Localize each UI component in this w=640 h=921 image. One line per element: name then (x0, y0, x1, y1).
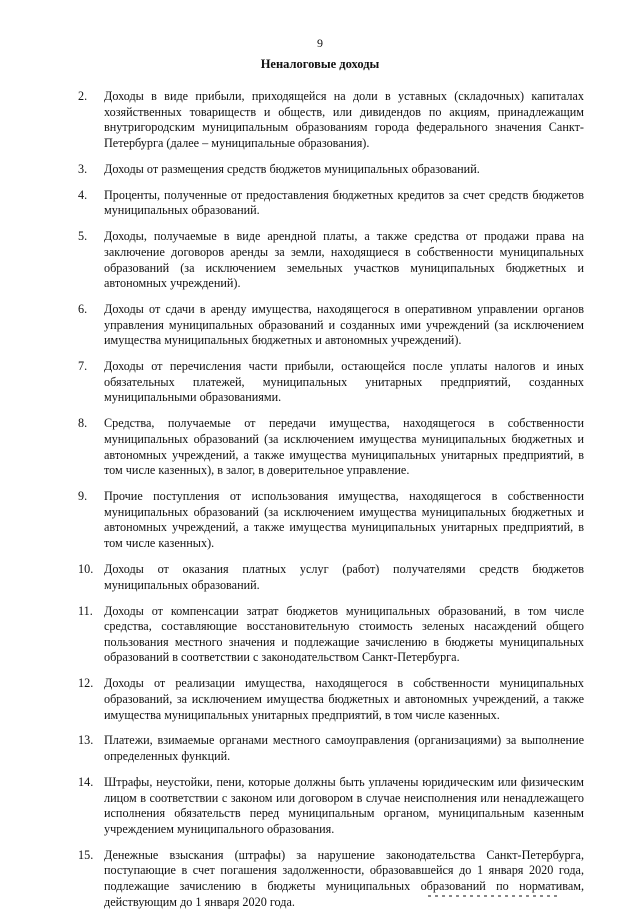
item-number: 9. (78, 489, 88, 504)
list-item (78, 416, 584, 478)
item-text: Средства, получаемые от передачи имущества, находящегося в собственности муниципальных образований (за исключением имущества муниципальных бюджетных и автономных учреждений, а также имущества муниципальных унитарных предприятий, в том числе казенных), в залог, в доверительное управление. (104, 416, 584, 478)
item-text: Доходы от реализации имущества, находящегося в собственности муниципальных образований, за исключением имущества бюджетных и автономных учреждений, а также имущества муниципальных унитарных предприятий, в том числе казенных. (104, 676, 584, 722)
income-list (78, 89, 584, 921)
item-text: Платежи, взимаемые органами местного самоуправления (организациями) за выполнение определенных функций. (104, 733, 584, 764)
item-text: Штрафы, неустойки, пени, которые должны быть уплачены юридическим или физическим лицом в соответствии с законом или договором в случае неисполнения или ненадлежащего исполнения обязательств перед муниципальным органом, муниципальным казенным учреждением муниципального образования. (104, 775, 584, 836)
item-number: 13. (78, 733, 94, 748)
item-text: Доходы от оказания платных услуг (работ) получателями средств бюджетов муниципальных образований. (104, 561, 584, 592)
item-text: Денежные взыскания (штрафы) за нарушение законодательства Санкт-Петербурга, поступающие в счет погашения задолженности, образовавшейся до 1 января 2020 года, подлежащие зачислению в бюджеты муниципальных образований по нормативам, действующим до 1 января 2020 года. (104, 847, 584, 909)
item-number: 14. (78, 775, 94, 790)
list-item (78, 562, 584, 593)
item-text: Прочие поступления от использования имущества, находящегося в собственности муниципальных образований (за исключением имущества муниципальных бюджетных и автономных учреждений, а также имущества муниципальных унитарных предприятий, в том числе казенных). (104, 489, 584, 550)
list-item (78, 775, 584, 837)
list-item (78, 676, 584, 723)
item-number: 7. (78, 359, 88, 374)
item-number: 12. (78, 676, 94, 691)
item-text: Доходы от перечисления части прибыли, остающейся после уплаты налогов и иных обязательных платежей, муниципальных унитарных предприятий, созданных муниципальными образованиями. (104, 359, 584, 405)
list-item (78, 848, 584, 910)
item-number: 10. (78, 561, 94, 576)
item-number: 8. (78, 416, 88, 431)
item-text: Доходы в виде прибыли, приходящейся на доли в уставных (складочных) капиталах хозяйственных товариществ и обществ, или дивидендов по акциям, принадлежащим внутригородским муниципальным образованиям города федерального значения Санкт-Петербурга (далее – муниципальные образования). (104, 89, 584, 150)
list-item (78, 162, 584, 178)
footer-scan-mark (428, 895, 558, 897)
item-number: 2. (78, 89, 88, 103)
list-item (78, 229, 584, 291)
item-text: Доходы от сдачи в аренду имущества, находящегося в оперативном управлении органов управления муниципальных образований и созданных ими учреждений (за исключением имущества муниципальных бюджетных и автономных учреждений). (104, 302, 584, 348)
list-item (78, 359, 584, 406)
item-text: Доходы от компенсации затрат бюджетов муниципальных образований, в том числе средства, составляющие восстановительную стоимость зеленых насаждений общего пользования местного значения и подлежащие зачислению в бюджеты муниципальных образований в соответствии с законодательством Санкт-Петербурга. (104, 603, 584, 665)
item-number: 6. (78, 302, 88, 317)
list-item (78, 489, 584, 551)
item-number: 4. (78, 187, 88, 202)
list-item (78, 733, 584, 764)
item-number: 15. (78, 847, 94, 862)
list-item (78, 89, 584, 151)
item-number: 11. (78, 603, 93, 618)
list-item (78, 188, 584, 219)
item-number: 3. (78, 161, 88, 176)
section-title: Неналоговые доходы (260, 57, 380, 71)
list-item (78, 604, 584, 666)
item-text: Доходы, получаемые в виде арендной платы, а также средства от продажи права на заключение договоров аренды за земли, находящиеся в собственности муниципальных образований (за исключением земельных участков муниципальных бюджетных и автономных учреждений). (104, 229, 584, 291)
item-text: Проценты, полученные от предоставления бюджетных кредитов за счет средств бюджетов муниципальных образований. (104, 187, 584, 218)
item-number: 5. (78, 229, 88, 244)
list-item (78, 302, 584, 349)
item-text: Доходы от размещения средств бюджетов муниципальных образований. (104, 161, 480, 176)
page-number: 9 (317, 36, 323, 50)
